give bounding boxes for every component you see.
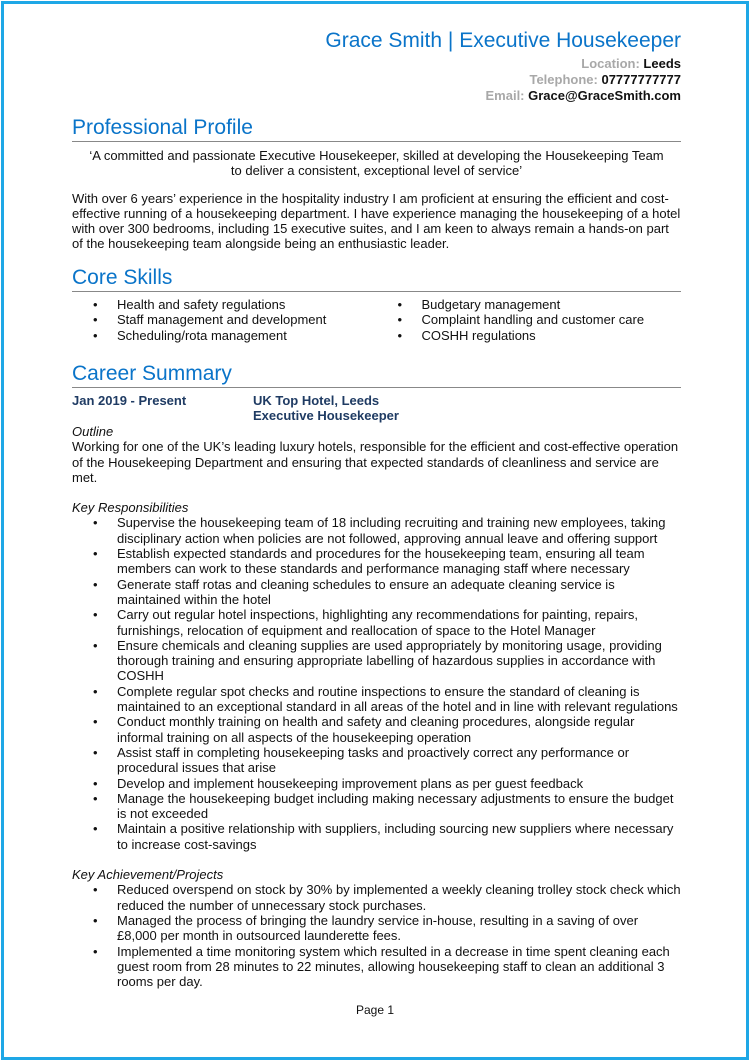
email[interactable]: Grace@GraceSmith.com (528, 88, 681, 103)
skills-right (377, 297, 682, 343)
telephone: 07777777777 (601, 72, 681, 87)
skills-left (72, 297, 377, 343)
list-item: • Staff management and development (72, 312, 377, 327)
page-number: Page 1 (355, 1003, 395, 1017)
list-item: • Maintain a positive relationship with suppliers, including sourcing new suppliers where necessary to increase cost-savings (72, 821, 681, 852)
achievements-label: Key Achievement/Projects (72, 867, 224, 883)
responsibilities-list (72, 515, 681, 852)
list-item: • Ensure chemicals and cleaning supplies are used appropriately by monitoring usage, providing thorough training and ensuring appropriate labelling of hazardous supplies in accordance with COSHH (72, 638, 681, 684)
location-label: Location: (581, 56, 640, 71)
outline-text: Working for one of the UK’s leading luxury hotels, responsible for the efficient and cost-effective operation of the Housekeeping Department and ensuring that expected standards of cleanliness and service are met. (72, 439, 679, 485)
list-item: • Conduct monthly training on health and safety and cleaning procedures, alongside regular informal training on all aspects of the housekeeping operation (72, 714, 681, 745)
list-item: • Implemented a time monitoring system which resulted in a decrease in time spent cleaning each guest room from 28 minutes to 22 minutes, allowing housekeeping staff to clean an additional 3 rooms per day. (72, 944, 681, 990)
list-item: • Managed the process of bringing the laundry service in-house, resulting in a saving of over £8,000 per month in outsourced launderette fees. (72, 913, 681, 944)
list-item: • Scheduling/rota management (72, 328, 377, 343)
cv-title: Grace Smith | Executive Housekeeper (325, 29, 681, 52)
career-heading: Career Summary (72, 362, 681, 388)
job-dates: Jan 2019 - Present (72, 393, 187, 408)
profile-section (72, 148, 681, 252)
profile-quote: ‘A committed and passionate Executive Housekeeper, skilled at developing the Housekeeping Team to deliver a consistent, exceptional level of service’ (89, 148, 664, 179)
list-item: • COSHH regulations (377, 328, 682, 343)
job-employer: UK Top Hotel, Leeds (253, 393, 380, 408)
location: Leeds (643, 56, 681, 71)
telephone-label: Telephone: (529, 72, 598, 87)
list-item: • Generate staff rotas and cleaning schedules to ensure an adequate cleaning service is maintained within the hotel (72, 577, 681, 608)
list-item: • Complaint handling and customer care (377, 312, 682, 327)
list-item: • Carry out regular hotel inspections, highlighting any recommendations for painting, repairs, furnishings, relocation of equipment and reallocation of space to the Hotel Manager (72, 607, 681, 638)
list-item: • Complete regular spot checks and routine inspections to ensure the standard of cleaning is maintained to an exceptional standard in all areas of the hotel and in line with relevant regulations (72, 684, 681, 715)
skills-list (72, 297, 681, 343)
list-item: • Supervise the housekeeping team of 18 including recruiting and training new employees, taking disciplinary action when policies are not followed, approving annual leave and offering support (72, 515, 681, 546)
outline-label: Outline (72, 424, 114, 439)
list-item: • Health and safety regulations (72, 297, 377, 312)
list-item: • Manage the housekeeping budget including making necessary adjustments to ensure the budget is not exceeded (72, 791, 681, 822)
list-item: • Reduced overspend on stock by 30% by implemented a weekly cleaning trolley stock check which reduced the number of unnecessary stock purchases. (72, 882, 681, 913)
profile-heading: Professional Profile (72, 116, 681, 142)
list-item: • Assist staff in completing housekeeping tasks and proactively correct any performance or procedural issues that arise (72, 745, 681, 776)
email-label: Email: (485, 88, 525, 103)
career-section (72, 393, 681, 989)
list-item: • Establish expected standards and procedures for the housekeeping team, ensuring all team members can work to these standards and performance managing staff where necessary (72, 546, 681, 577)
contact-block (486, 56, 682, 104)
list-item: • Budgetary management (377, 297, 682, 312)
skills-heading: Core Skills (72, 266, 681, 292)
profile-body: With over 6 years’ experience in the hospitality industry I am proficient at ensuring the efficient and cost-effective running of a housekeeping department. I have experience managing the housekeeping of a hotel with over 300 bedrooms, including 15 executive suites, and I am keen to always remain a hands-on part of the housekeeping team alongside being an enthusiastic leader. (72, 190, 681, 252)
responsibilities-label: Key Responsibilities (72, 500, 189, 516)
list-item: • Develop and implement housekeeping improvement plans as per guest feedback (72, 776, 681, 791)
achievements-list (72, 882, 681, 989)
job-role: Executive Housekeeper (253, 408, 399, 423)
